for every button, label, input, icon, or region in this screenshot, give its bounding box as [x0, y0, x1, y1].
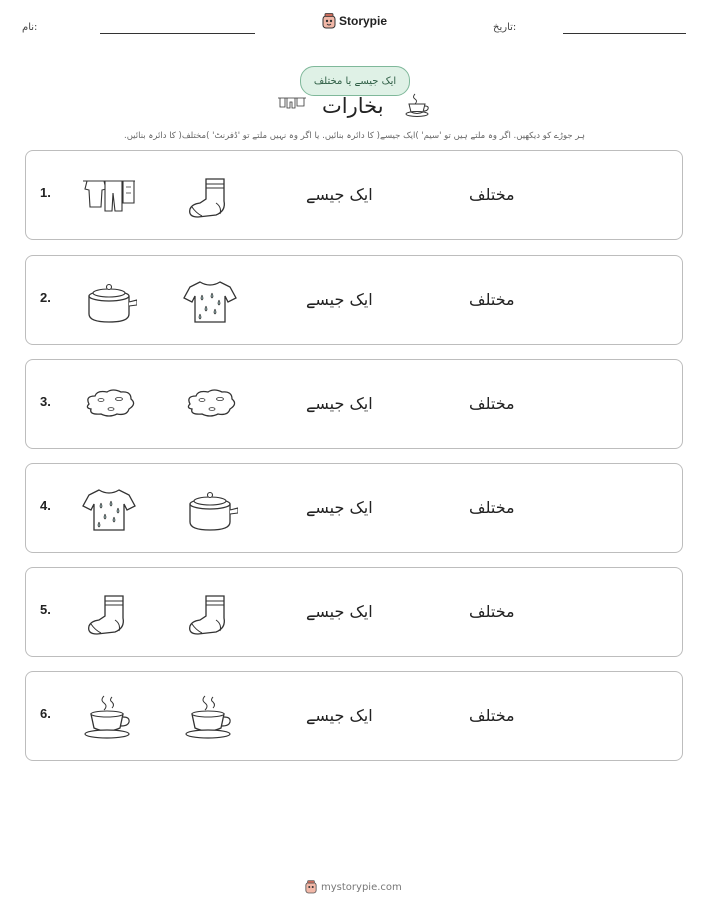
row-number: 6.	[40, 706, 51, 721]
date-line[interactable]	[563, 33, 686, 34]
different-option[interactable]: مختلف	[469, 290, 515, 309]
exercise-row	[25, 671, 683, 761]
same-option[interactable]: ایک جیسے	[306, 290, 373, 309]
same-option[interactable]: ایک جیسے	[306, 706, 373, 725]
footer-url[interactable]: mystorypie.com	[321, 881, 402, 893]
brand-logo	[322, 13, 387, 29]
wet-shirt-icon	[182, 278, 238, 324]
same-option[interactable]: ایک جیسے	[306, 394, 373, 413]
exercise-row	[25, 255, 683, 345]
pot-icon	[81, 278, 137, 324]
row-number: 1.	[40, 185, 51, 200]
different-option[interactable]: مختلف	[469, 185, 515, 204]
page-title: بخارات	[322, 94, 384, 118]
sock-icon	[182, 590, 238, 636]
storypie-mascot-icon	[322, 13, 336, 29]
instructions: ہر جوڑے کو دیکھیں. اگر وہ ملتے ہیں تو 'سیم' )ایک جیسے( کا دائرہ بنائیں. یا اگر وہ نہیں ملتے تو 'ڈفرنٹ' )مختلف( کا دائرہ بنائیں.	[124, 131, 585, 141]
different-option[interactable]: مختلف	[469, 498, 515, 517]
name-label: نام:	[22, 22, 38, 33]
row-number: 4.	[40, 498, 51, 513]
same-option[interactable]: ایک جیسے	[306, 602, 373, 621]
puddle-icon	[81, 382, 137, 428]
exercise-row	[25, 463, 683, 553]
row-number: 3.	[40, 394, 51, 409]
steaming-cup-icon	[404, 92, 432, 118]
row-number: 5.	[40, 602, 51, 617]
different-option[interactable]: مختلف	[469, 602, 515, 621]
clothesline-icon	[81, 173, 137, 219]
different-option[interactable]: مختلف	[469, 706, 515, 725]
exercise-row	[25, 359, 683, 449]
sock-icon	[81, 590, 137, 636]
footer	[305, 880, 402, 894]
different-option[interactable]: مختلف	[469, 394, 515, 413]
brand-name: Storypie	[339, 14, 388, 28]
row-number: 2.	[40, 290, 51, 305]
steaming-cup-icon	[81, 694, 137, 740]
steaming-cup-icon	[182, 694, 238, 740]
sock-icon	[182, 173, 238, 219]
exercise-row	[25, 567, 683, 657]
clothesline-icon	[277, 96, 307, 110]
same-option[interactable]: ایک جیسے	[306, 498, 373, 517]
storypie-mascot-icon	[305, 880, 317, 894]
date-label: تاریخ:	[493, 22, 517, 33]
same-option[interactable]: ایک جیسے	[306, 185, 373, 204]
puddle-icon	[182, 382, 238, 428]
worksheet-type-badge: ایک جیسے یا مختلف	[300, 66, 410, 96]
wet-shirt-icon	[81, 486, 137, 532]
pot-icon	[182, 486, 238, 532]
exercise-row	[25, 150, 683, 240]
name-line[interactable]	[100, 33, 255, 34]
